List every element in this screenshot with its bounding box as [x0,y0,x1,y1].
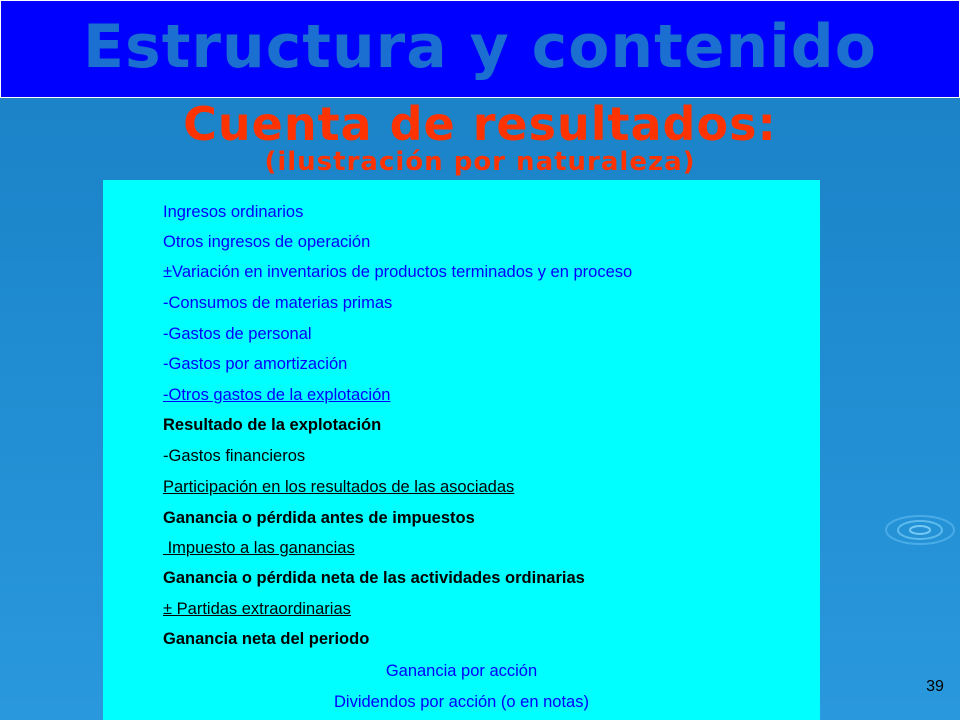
line-variacion-inventarios: ±Variación en inventarios de productos terminados y en proceso [163,263,633,281]
income-statement-box [103,180,820,720]
ripple-decoration [880,500,960,560]
slide-title: Estructura y contenido [83,12,877,82]
line-ganancia-neta-periodo: Ganancia neta del periodo [163,630,370,648]
line-consumos-materias: -Consumos de materias primas [163,294,393,312]
line-otros-ingresos: Otros ingresos de operación [163,233,371,251]
line-gastos-financieros: -Gastos financieros [163,447,306,465]
line-ganancia-antes-impuestos: Ganancia o pérdida antes de impuestos [163,509,475,527]
line-impuesto-ganancias: Impuesto a las ganancias [163,539,355,557]
line-ganancia-por-accion: Ganancia por acción [385,662,538,680]
line-gastos-personal: -Gastos de personal [163,325,312,343]
slide-subtitle: Cuenta de resultados: [183,97,777,151]
page-number: 39 [926,678,944,695]
line-ganancia-neta-ordinarias: Ganancia o pérdida neta de las actividades ordinarias [163,569,585,587]
line-partidas-extraordinarias: ± Partidas extraordinarias [163,600,351,618]
slide-subtitle-note: (ilustración por naturaleza) [264,147,696,177]
line-otros-gastos: -Otros gastos de la explotación [163,386,391,404]
line-resultado-explotacion: Resultado de la explotación [163,416,382,434]
line-participacion-asociadas: Participación en los resultados de las asociadas [163,478,515,496]
line-gastos-amortizacion: -Gastos por amortización [163,355,348,373]
line-ingresos-ordinarios: Ingresos ordinarios [163,203,304,221]
line-dividendos-por-accion: Dividendos por acción (o en notas) [334,693,589,711]
